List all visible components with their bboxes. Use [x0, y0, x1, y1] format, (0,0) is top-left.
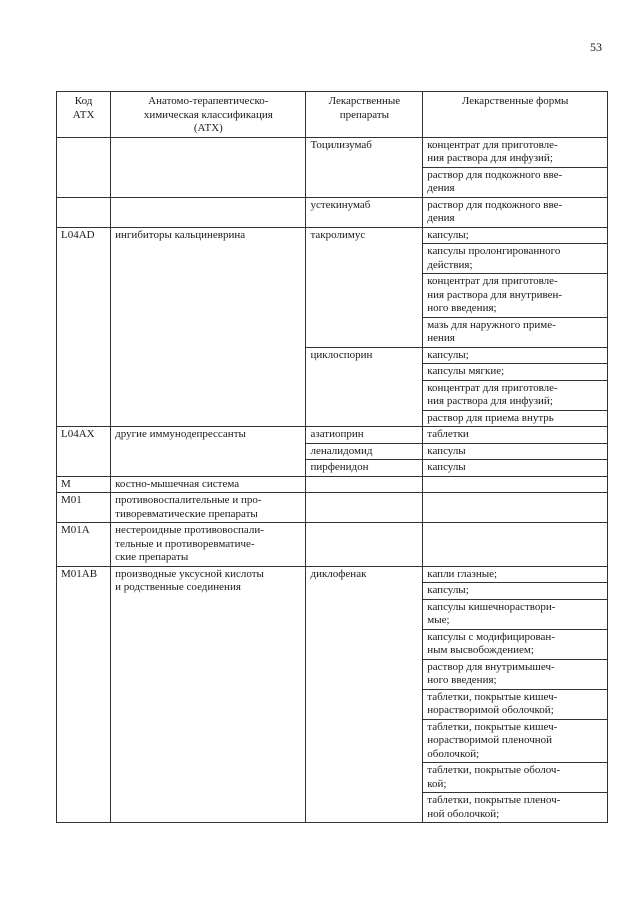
cell-form: капсулы; — [423, 347, 608, 364]
cell-form: капсулы; — [423, 583, 608, 600]
cell-class — [111, 137, 306, 197]
cell-drug: такролимус — [306, 227, 423, 347]
cell-class — [111, 197, 306, 227]
cell-class: костно-мышечная система — [111, 476, 306, 493]
table-row — [57, 493, 608, 523]
cell-code: L04AD — [57, 227, 111, 427]
cell-form: капсулы — [423, 443, 608, 460]
cell-code: M — [57, 476, 111, 493]
table-row — [57, 566, 608, 583]
cell-drug: циклоспорин — [306, 347, 423, 427]
header-forms: Лекарственные формы — [423, 92, 608, 138]
cell-drug — [306, 523, 423, 567]
cell-form: концентрат для приготовле- ния раствора для внутривен- ного введения; — [423, 274, 608, 318]
cell-form: таблетки, покрытые кишеч- норастворимой пленочной оболочкой; — [423, 719, 608, 763]
cell-form: мазь для наружного приме- нения — [423, 317, 608, 347]
cell-form: концентрат для приготовле- ния раствора для инфузий; — [423, 380, 608, 410]
cell-drug: пирфенидон — [306, 460, 423, 477]
table-row — [57, 427, 608, 444]
cell-drug: устекинумаб — [306, 197, 423, 227]
cell-drug: азатиоприн — [306, 427, 423, 444]
table-header-row — [57, 92, 608, 138]
table-row — [57, 476, 608, 493]
table-row — [57, 197, 608, 227]
cell-form: таблетки, покрытые кишеч- норастворимой оболочкой; — [423, 689, 608, 719]
cell-form: капсулы; — [423, 227, 608, 244]
cell-form — [423, 493, 608, 523]
header-code: Код АТХ — [57, 92, 111, 138]
cell-class: ингибиторы кальциневрина — [111, 227, 306, 427]
cell-code: L04AX — [57, 427, 111, 477]
cell-form — [423, 476, 608, 493]
cell-drug: леналидомид — [306, 443, 423, 460]
cell-form: таблетки, покрытые пленоч- ной оболочкой; — [423, 793, 608, 823]
cell-class: противовоспалительные и про- тиворевматические препараты — [111, 493, 306, 523]
table-row — [57, 523, 608, 567]
cell-form: капсулы кишечнораствори- мые; — [423, 599, 608, 629]
table-row — [57, 137, 608, 167]
cell-form: концентрат для приготовле- ния раствора для инфузий; — [423, 137, 608, 167]
cell-code — [57, 197, 111, 227]
cell-class: нестероидные противовоспали- тельные и противоревматиче- ские препараты — [111, 523, 306, 567]
cell-drug: Тоцилизумаб — [306, 137, 423, 197]
cell-form: раствор для внутримышеч- ного введения; — [423, 659, 608, 689]
cell-form: капсулы пролонгированного действия; — [423, 244, 608, 274]
cell-class: другие иммунодепрессанты — [111, 427, 306, 477]
cell-form: капли глазные; — [423, 566, 608, 583]
cell-drug — [306, 493, 423, 523]
cell-form: таблетки — [423, 427, 608, 444]
cell-class: производные уксусной кислоты и родственные соединения — [111, 566, 306, 823]
header-drugs: Лекарственные препараты — [306, 92, 423, 138]
cell-drug — [306, 476, 423, 493]
cell-drug: диклофенак — [306, 566, 423, 823]
cell-form: капсулы с модифицирован- ным высвобождением; — [423, 629, 608, 659]
cell-form: раствор для приема внутрь — [423, 410, 608, 427]
cell-code: M01 — [57, 493, 111, 523]
cell-form: раствор для подкожного вве- дения — [423, 197, 608, 227]
cell-form — [423, 523, 608, 567]
atx-table — [56, 91, 608, 823]
cell-form: раствор для подкожного вве- дения — [423, 167, 608, 197]
table-row — [57, 227, 608, 244]
cell-code: M01A — [57, 523, 111, 567]
cell-form: таблетки, покрытые оболоч- кой; — [423, 763, 608, 793]
cell-code — [57, 137, 111, 197]
header-classification: Анатомо-терапевтическо- химическая классификация (АТХ) — [111, 92, 306, 138]
cell-form: капсулы — [423, 460, 608, 477]
cell-form: капсулы мягкие; — [423, 364, 608, 381]
cell-code: M01AB — [57, 566, 111, 823]
page-number: 53 — [590, 40, 602, 54]
